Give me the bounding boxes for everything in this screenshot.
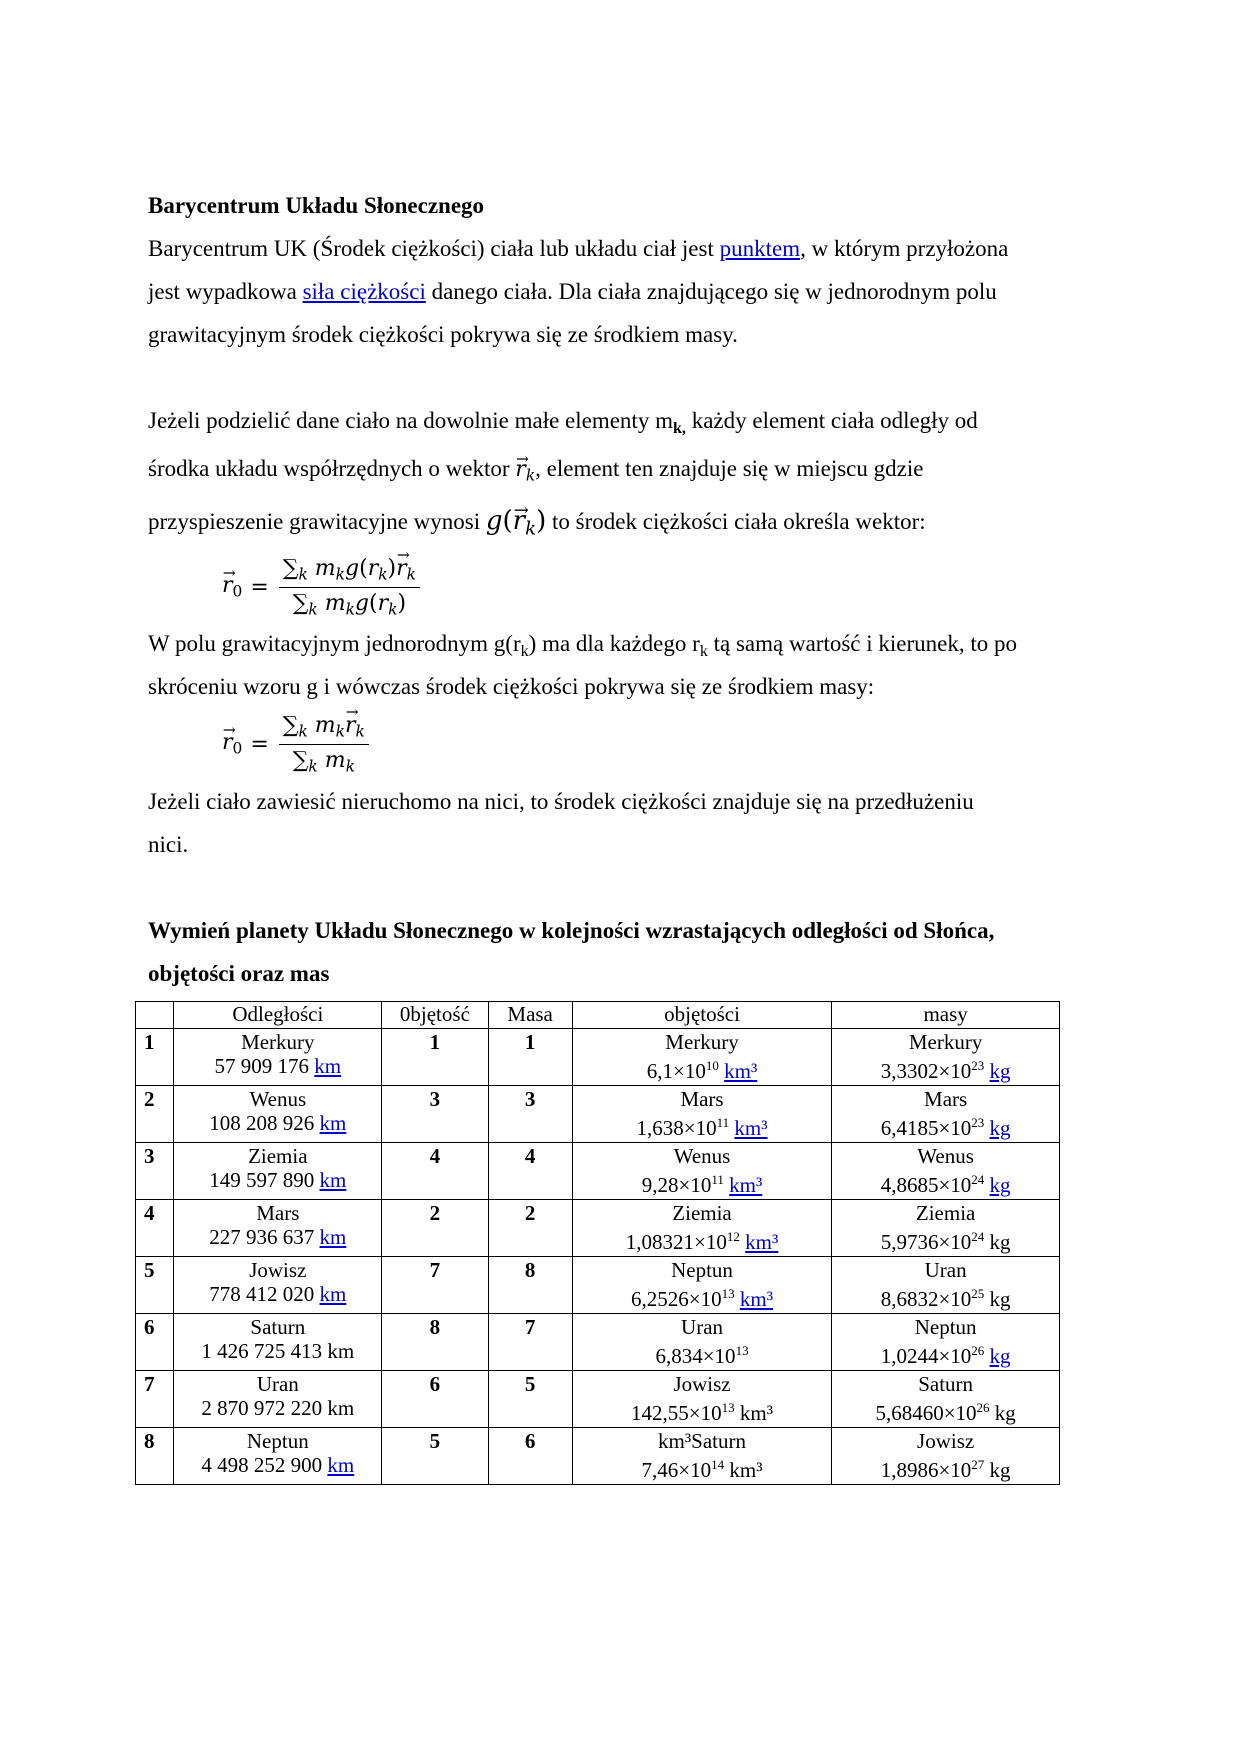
text-run: jest wypadkowa	[148, 279, 303, 304]
volume-mantissa: 7,46×10	[641, 1458, 712, 1482]
formula-center-of-mass: → $r_0$ = $\frac{\sum_k m_k\to r_k}{\sum_k m_k}$	[222, 713, 369, 775]
distance-cell	[174, 1371, 382, 1428]
mass-rank-cell: 2	[488, 1200, 572, 1257]
question-title: Wymień planety Układu Słonecznego w kolejności wzrastających odległości od Słońca,	[148, 918, 995, 943]
mass-rank-cell: 3	[488, 1086, 572, 1143]
planet-name: Jowisz	[917, 1429, 975, 1453]
planet-name: Merkury	[908, 1030, 983, 1054]
paragraph-line	[148, 270, 1108, 313]
volume-mantissa: 1,08321×10	[625, 1230, 727, 1254]
table-header-row	[136, 1002, 1060, 1029]
row-index: 8	[136, 1428, 174, 1485]
text-run: W polu grawitacyjnym jednorodnym g(r	[148, 631, 521, 656]
volume-rank-cell: 3	[382, 1086, 488, 1143]
unit-link[interactable]: kg	[989, 1344, 1011, 1368]
distance-value: 2 870 972 220	[201, 1396, 323, 1420]
mass-cell	[832, 1257, 1060, 1314]
volume-cell	[572, 1029, 831, 1086]
volume-mantissa: 1,638×10	[636, 1116, 717, 1140]
row-index: 5	[136, 1257, 174, 1314]
planets-table	[135, 1001, 1060, 1485]
mass-exponent: 24	[971, 1229, 985, 1244]
mass-exponent: 25	[971, 1286, 985, 1301]
planet-name: Neptun	[914, 1315, 977, 1339]
mass-exponent: 27	[971, 1457, 985, 1472]
mass-mantissa: 3,3302×10	[880, 1059, 972, 1083]
question-title: objętości oraz mas	[148, 961, 330, 986]
distance-cell	[174, 1200, 382, 1257]
volume-rank-cell: 4	[382, 1143, 488, 1200]
unit-text: kg	[989, 1287, 1011, 1311]
volume-exponent: 12	[726, 1229, 740, 1244]
volume-mantissa: 9,28×10	[641, 1173, 712, 1197]
mass-mantissa: 4,8685×10	[880, 1173, 972, 1197]
mass-cell	[832, 1200, 1060, 1257]
volume-mantissa: 6,1×10	[646, 1059, 706, 1083]
row-index: 7	[136, 1371, 174, 1428]
planet-name: Mars	[924, 1087, 968, 1111]
mass-rank-cell: 8	[488, 1257, 572, 1314]
paragraph-line: Jeżeli ciało zawiesić nieruchomo na nici, to środek ciężkości znajduje się na przedłużeniu	[148, 789, 974, 814]
volume-rank-cell: 1	[382, 1029, 488, 1086]
distance-cell	[174, 1257, 382, 1314]
volume-cell	[572, 1428, 831, 1485]
mass-rank-cell: 4	[488, 1143, 572, 1200]
unit-link[interactable]: km	[314, 1054, 342, 1078]
volume-exponent: 13	[721, 1400, 735, 1415]
volume-exponent: 14	[711, 1457, 725, 1472]
distance-value: 149 597 890	[209, 1168, 315, 1192]
mass-cell	[832, 1428, 1060, 1485]
unit-link[interactable]: km	[319, 1282, 347, 1306]
volume-rank-cell: 2	[382, 1200, 488, 1257]
paragraph-line	[148, 500, 1108, 550]
unit-text: km³	[729, 1458, 763, 1482]
mass-mantissa: 6,4185×10	[880, 1116, 972, 1140]
planet-name: Ziemia	[248, 1144, 308, 1168]
volume-mantissa: 6,834×10	[655, 1344, 736, 1368]
planet-name: Saturn	[918, 1372, 974, 1396]
link-punktem[interactable]: punktem	[719, 236, 801, 261]
unit-link[interactable]: kg	[989, 1173, 1011, 1197]
text-run: to środek ciężkości ciała określa wektor:	[546, 509, 926, 534]
volume-rank-cell: 7	[382, 1257, 488, 1314]
gravity-function-symbol: $g(\to r_k)$	[486, 506, 546, 536]
unit-link[interactable]: km³	[739, 1287, 774, 1311]
distance-value: 227 936 637	[209, 1225, 315, 1249]
unit-text: km	[327, 1396, 355, 1420]
mass-cell	[832, 1143, 1060, 1200]
text-run: , element ten znajduje się w miejscu gdzie	[535, 456, 924, 481]
planet-name: Wenus	[249, 1087, 307, 1111]
mass-exponent: 23	[971, 1058, 985, 1073]
volume-rank-cell: 5	[382, 1428, 488, 1485]
distance-cell	[174, 1029, 382, 1086]
volume-cell	[572, 1143, 831, 1200]
mass-rank-cell: 7	[488, 1314, 572, 1371]
mass-exponent: 23	[971, 1115, 985, 1130]
text-run: , w którym przyłożona	[800, 236, 1009, 261]
volume-exponent: 13	[735, 1343, 749, 1358]
volume-cell	[572, 1257, 831, 1314]
volume-exponent: 11	[711, 1172, 724, 1187]
mass-exponent: 26	[971, 1343, 985, 1358]
planet-name: Uran	[924, 1258, 967, 1282]
unit-link[interactable]: km³	[734, 1116, 768, 1140]
mass-cell	[832, 1314, 1060, 1371]
row-index: 3	[136, 1143, 174, 1200]
mass-mantissa: 8,6832×10	[880, 1287, 972, 1311]
table-row	[136, 1200, 1060, 1257]
text-run: ) ma dla każdego r	[528, 631, 700, 656]
table-row	[136, 1029, 1060, 1086]
volume-exponent: 10	[705, 1058, 719, 1073]
text-run: danego ciała. Dla ciała znajdującego się w jednorodnym polu	[425, 279, 997, 304]
distance-value: 778 412 020	[209, 1282, 315, 1306]
table-row	[136, 1371, 1060, 1428]
text-run: Jeżeli podzielić dane ciało na dowolnie małe elementy m	[148, 408, 673, 433]
volume-cell	[572, 1086, 831, 1143]
planet-name: Ziemia	[915, 1201, 976, 1225]
volume-cell	[572, 1314, 831, 1371]
unit-text: kg	[994, 1401, 1016, 1425]
mass-mantissa: 5,68460×10	[875, 1401, 977, 1425]
planet-name: Neptun	[246, 1429, 309, 1453]
text-run: tą samą wartość i kierunek, to po	[707, 631, 1017, 656]
row-index: 1	[136, 1029, 174, 1086]
planet-name: Mars	[256, 1201, 300, 1225]
row-index: 4	[136, 1200, 174, 1257]
distance-value: 1 426 725 413	[201, 1339, 323, 1363]
paragraph-line: grawitacyjnym środek ciężkości pokrywa się ze środkiem masy.	[148, 322, 738, 347]
unit-link[interactable]: km³	[729, 1173, 763, 1197]
mass-cell	[832, 1371, 1060, 1428]
table-row	[136, 1314, 1060, 1371]
subscript: k	[520, 642, 529, 660]
header-cell: 0bjętość	[382, 1002, 488, 1029]
planet-name: Uran	[681, 1315, 724, 1339]
distance-cell	[174, 1314, 382, 1371]
unit-link[interactable]: km	[319, 1168, 347, 1192]
unit-link[interactable]: km	[319, 1225, 347, 1249]
volume-exponent: 13	[721, 1286, 735, 1301]
paragraph-line	[148, 447, 1108, 498]
planet-name: Wenus	[917, 1144, 974, 1168]
section-title: Barycentrum Układu Słonecznego	[148, 193, 485, 218]
header-cell: Masa	[488, 1002, 572, 1029]
unit-link[interactable]: kg	[989, 1116, 1011, 1140]
subscript: k	[699, 642, 708, 660]
header-cell: objętości	[572, 1002, 831, 1029]
distance-cell	[174, 1143, 382, 1200]
unit-text: km³	[739, 1401, 774, 1425]
volume-rank-cell: 8	[382, 1314, 488, 1371]
planet-name: Wenus	[673, 1144, 731, 1168]
distance-value: 4 498 252 900	[201, 1453, 323, 1477]
row-index: 2	[136, 1086, 174, 1143]
header-cell	[136, 1002, 174, 1029]
planet-name: Neptun	[671, 1258, 733, 1282]
paragraph-line: nici.	[148, 832, 189, 857]
planet-name: Merkury	[241, 1030, 315, 1054]
volume-cell	[572, 1371, 831, 1428]
mass-rank-cell: 5	[488, 1371, 572, 1428]
vector-rk-symbol: → $r_k$	[515, 457, 535, 482]
volume-cell	[572, 1200, 831, 1257]
unit-text: kg	[989, 1458, 1011, 1482]
distance-cell	[174, 1428, 382, 1485]
planet-name: Jowisz	[673, 1372, 731, 1396]
volume-exponent: 11	[716, 1115, 730, 1130]
paragraph-line: skróceniu wzoru g i wówczas środek ciężkości pokrywa się ze środkiem masy:	[148, 674, 875, 699]
unit-text: kg	[989, 1230, 1011, 1254]
planet-name: km³Saturn	[658, 1429, 746, 1453]
table-row	[136, 1428, 1060, 1485]
mass-exponent: 24	[971, 1172, 985, 1187]
text-run: Barycentrum UK (Środek ciężkości) ciała lub układu ciał jest	[148, 236, 720, 261]
volume-mantissa: 142,55×10	[631, 1401, 722, 1425]
unit-link[interactable]: km³	[724, 1059, 758, 1083]
subscript: k,	[672, 419, 686, 437]
planet-name: Uran	[256, 1372, 299, 1396]
mass-mantissa: 5,9736×10	[880, 1230, 972, 1254]
planet-name: Ziemia	[672, 1201, 732, 1225]
distance-cell	[174, 1086, 382, 1143]
volume-mantissa: 6,2526×10	[631, 1287, 722, 1311]
paragraph-line	[148, 399, 1108, 450]
table-row	[136, 1257, 1060, 1314]
mass-rank-cell: 6	[488, 1428, 572, 1485]
mass-mantissa: 1,8986×10	[880, 1458, 972, 1482]
unit-link[interactable]: kg	[989, 1059, 1011, 1083]
planet-name: Merkury	[665, 1030, 739, 1054]
distance-value: 57 909 176	[214, 1054, 310, 1078]
unit-link[interactable]: km	[327, 1453, 355, 1477]
text-run: środka układu współrzędnych o wektor	[148, 456, 516, 481]
volume-rank-cell: 6	[382, 1371, 488, 1428]
formula-weighted-barycenter: → $r_0$ = $\frac{\sum_k m_kg(r_k)\to r_k}{\sum_k m_kg(r_k)}$	[222, 556, 420, 618]
planet-name: Saturn	[250, 1315, 306, 1339]
mass-exponent: 26	[976, 1400, 990, 1415]
planet-name: Jowisz	[249, 1258, 307, 1282]
row-index: 6	[136, 1314, 174, 1371]
mass-mantissa: 1,0244×10	[880, 1344, 972, 1368]
text-run: przyspieszenie grawitacyjne wynosi	[148, 509, 486, 534]
distance-value: 108 208 926	[209, 1111, 315, 1135]
table-row	[136, 1086, 1060, 1143]
planet-name: Mars	[680, 1087, 724, 1111]
mass-rank-cell: 1	[488, 1029, 572, 1086]
table-row	[136, 1143, 1060, 1200]
text-run: każdy element ciała odległy od	[685, 408, 978, 433]
paragraph-line	[148, 227, 1108, 270]
mass-cell	[832, 1029, 1060, 1086]
link-sila-ciezkosci[interactable]: siła ciężkości	[302, 279, 426, 304]
mass-cell	[832, 1086, 1060, 1143]
unit-link[interactable]: km³	[745, 1230, 779, 1254]
header-cell: masy	[832, 1002, 1060, 1029]
unit-text: km	[327, 1339, 355, 1363]
header-cell: Odległości	[174, 1002, 382, 1029]
unit-link[interactable]: km	[319, 1111, 347, 1135]
